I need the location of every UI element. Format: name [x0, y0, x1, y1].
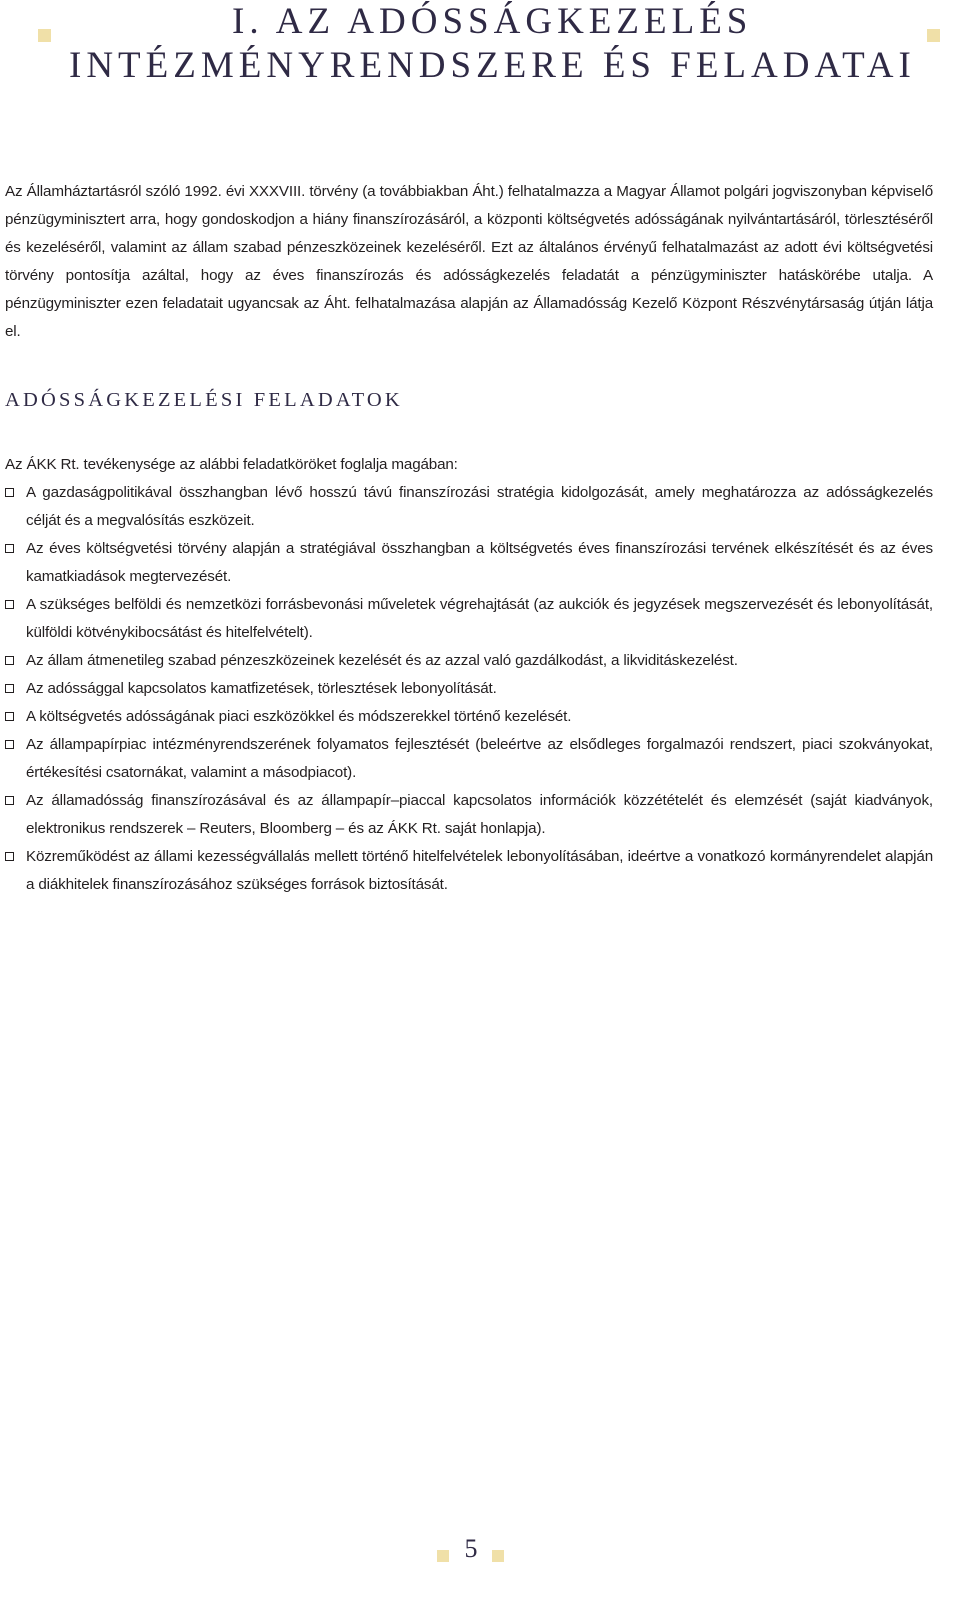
list-item [5, 787, 933, 843]
decorative-square-icon [492, 1550, 504, 1562]
list-item-text: Az adóssággal kapcsolatos kamatfizetések, törlesztések lebonyolítását. [26, 680, 497, 697]
intro-paragraph: Az Államháztartásról szóló 1992. évi XXXVIII. törvény (a továbbiakban Áht.) felhatalmazza a Magyar Államot polgári jogviszonyban képviselő pénzügyminisztert arra, hogy gondoskodjon a hiány finanszírozásáról, a központi költségvetés adósságának nyilvántartásáról, törlesztéséről és kezeléséről, valamint az állam szabad pénzeszközeinek kezeléséről. Ezt az általános érvényű felhatalmazást az adott évi költségvetési törvény pontosítja azáltal, hogy az éves finanszírozás és adósságkezelés feladatát a pénzügyminiszter hatáskörébe utalja. A pénzügyminiszter ezen feladatait ugyancsak az Áht. felhatalmazása alapján az Államadósság Kezelő Központ Részvénytársaság útján látja el. [5, 183, 933, 340]
decorative-square-icon [437, 1550, 449, 1562]
page-header [0, 0, 960, 100]
list-item [5, 647, 933, 675]
checkbox-icon [5, 544, 14, 553]
task-list [5, 479, 933, 899]
checkbox-icon [5, 684, 14, 693]
page-footer [0, 1526, 960, 1566]
list-item [5, 675, 933, 703]
page-number: 5 [464, 1534, 478, 1563]
list-item-text: Az éves költségvetési törvény alapján a stratégiával összhangban a költségvetés éves finanszírozási tervének elkészítését és az éves kamatkiadások megtervezését. [26, 540, 933, 585]
checkbox-icon [5, 852, 14, 861]
checkbox-icon [5, 712, 14, 721]
list-item [5, 731, 933, 787]
list-item-text: Közreműködést az állami kezességvállalás mellett történő hitelfelvételek lebonyolításában, ideértve a vonatkozó kormányrendelet alapján a diákhitelek finanszírozásához szükséges források biztosítását. [26, 848, 933, 893]
main-content [5, 178, 933, 899]
checkbox-icon [5, 796, 14, 805]
decorative-square-icon [38, 29, 51, 42]
list-item [5, 479, 933, 535]
list-item [5, 591, 933, 647]
list-item-text: A szükséges belföldi és nemzetközi forrásbevonási műveletek végrehajtását (az aukciók és jegyzések megszervezését és lebonyolítását, külföldi kötvénykibocsátást és hitelfelvételt). [26, 596, 933, 641]
list-item-text: Az állampapírpiac intézményrendszerének folyamatos fejlesztését (beleértve az elsődleges forgalmazói rendszert, piaci szokványokat, értékesítési csatornákat, valamint a másodpiacot). [26, 736, 933, 781]
checkbox-icon [5, 600, 14, 609]
list-item [5, 535, 933, 591]
list-item-text: A költségvetés adósságának piaci eszközökkel és módszerekkel történő kezelését. [26, 708, 572, 725]
chapter-title-line-1: I. AZ ADÓSSÁGKEZELÉS [232, 1, 753, 42]
list-item [5, 703, 933, 731]
list-item-text: Az állam átmenetileg szabad pénzeszközeinek kezelését és az azzal való gazdálkodást, a likviditáskezelést. [26, 652, 738, 669]
section-heading: ADÓSSÁGKEZELÉSI FELADATOK [5, 389, 403, 411]
checkbox-icon [5, 740, 14, 749]
decorative-square-icon [927, 29, 940, 42]
chapter-title-line-2: INTÉZMÉNYRENDSZERE ÉS FELADATAI [69, 45, 916, 86]
section-lead: Az ÁKK Rt. tevékenysége az alábbi feladatköröket foglalja magában: [5, 456, 458, 473]
chapter-title [62, 0, 916, 88]
checkbox-icon [5, 488, 14, 497]
list-item-text: A gazdaságpolitikával összhangban lévő hosszú távú finanszírozási stratégia kidolgozását, amely meghatározza az adósságkezelés célját és a megvalósítás eszközeit. [26, 484, 933, 529]
list-item-text: Az államadósság finanszírozásával és az állampapír–piaccal kapcsolatos információk közzétételét és elemzését (saját kiadványok, elektronikus rendszerek – Reuters, Bloomberg – és az ÁKK Rt. saját honlapja). [26, 792, 933, 837]
checkbox-icon [5, 656, 14, 665]
list-item [5, 843, 933, 899]
